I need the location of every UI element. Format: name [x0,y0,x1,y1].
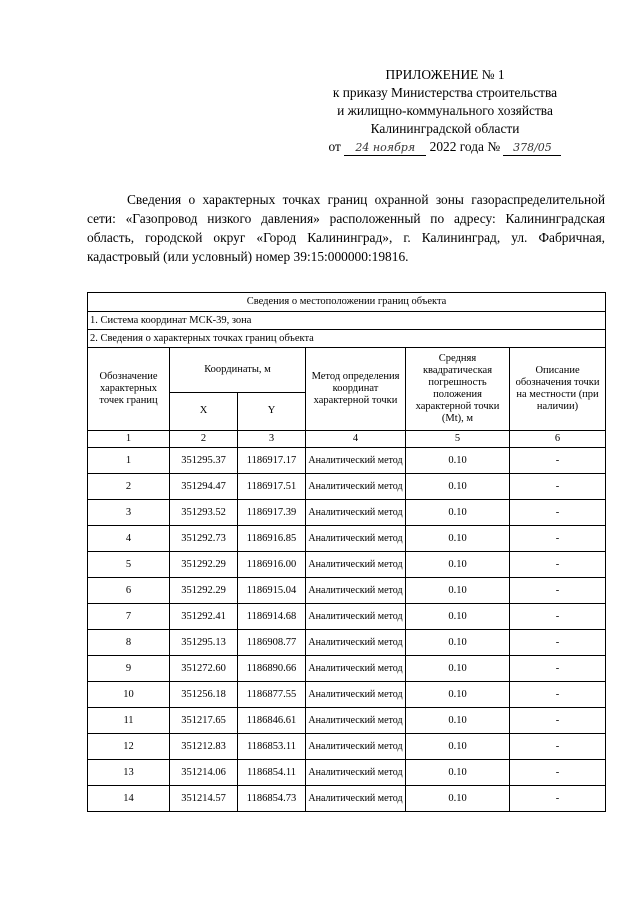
description-cell: - [510,526,606,552]
error-cell: 0.10 [406,552,510,578]
description-cell: - [510,578,606,604]
method-cell: Аналитический метод [306,500,406,526]
column-number: 2 [170,431,238,448]
table-row [88,708,606,734]
error-cell: 0.10 [406,448,510,474]
description-cell: - [510,500,606,526]
handwritten-date: 24 ноября [344,141,426,156]
method-cell: Аналитический метод [306,682,406,708]
col-header-designation: Обозначение характерных точек границ [88,348,170,431]
error-cell: 0.10 [406,578,510,604]
description-cell: - [510,682,606,708]
handwritten-order-number: 378/05 [503,141,561,156]
section-points-row: 2. Сведения о характерных точках границ объекта [88,330,606,348]
x-coordinate-cell: 351272.60 [170,656,238,682]
y-coordinate-cell: 1186908.77 [238,630,306,656]
column-number: 3 [238,431,306,448]
method-cell: Аналитический метод [306,526,406,552]
point-number-cell: 1 [88,448,170,474]
point-number-cell: 7 [88,604,170,630]
error-cell: 0.10 [406,734,510,760]
column-numbers-row [88,431,606,448]
y-coordinate-cell: 1186915.04 [238,578,306,604]
point-number-cell: 14 [88,786,170,812]
column-number: 1 [88,431,170,448]
method-cell: Аналитический метод [306,656,406,682]
y-coordinate-cell: 1186854.11 [238,760,306,786]
error-cell: 0.10 [406,760,510,786]
table-row [88,552,606,578]
table-row [88,760,606,786]
table-row [88,448,606,474]
error-cell: 0.10 [406,656,510,682]
point-number-cell: 2 [88,474,170,500]
description-cell: - [510,734,606,760]
error-cell: 0.10 [406,708,510,734]
method-cell: Аналитический метод [306,448,406,474]
point-number-cell: 8 [88,630,170,656]
x-coordinate-cell: 351212.83 [170,734,238,760]
order-reference-line: к приказу Министерства строительства [332,85,558,100]
table-title: Сведения о местоположении границ объекта [88,293,606,312]
x-coordinate-cell: 351214.57 [170,786,238,812]
description-cell: - [510,552,606,578]
boundary-points-table [87,292,606,812]
description-cell: - [510,786,606,812]
x-coordinate-cell: 351295.37 [170,448,238,474]
x-coordinate-cell: 351292.73 [170,526,238,552]
table-row [88,682,606,708]
y-coordinate-cell: 1186917.17 [238,448,306,474]
table-row [88,656,606,682]
region-line: Калининградской области [370,121,520,136]
x-coordinate-cell: 351217.65 [170,708,238,734]
point-number-cell: 6 [88,578,170,604]
point-number-cell: 9 [88,656,170,682]
table-row [88,630,606,656]
x-coordinate-cell: 351256.18 [170,682,238,708]
error-cell: 0.10 [406,682,510,708]
method-cell: Аналитический метод [306,474,406,500]
y-coordinate-cell: 1186854.73 [238,786,306,812]
method-cell: Аналитический метод [306,578,406,604]
error-cell: 0.10 [406,786,510,812]
y-coordinate-cell: 1186916.85 [238,526,306,552]
table-row [88,578,606,604]
table-row [88,526,606,552]
col-header-coordinates: Координаты, м [170,348,306,393]
coordinate-system-row: 1. Система координат МСК-39, зона [88,312,606,330]
point-number-cell: 11 [88,708,170,734]
x-coordinate-cell: 351293.52 [170,500,238,526]
col-header-description: Описание обозначения точки на местности (при наличии) [510,348,606,431]
x-coordinate-cell: 351295.13 [170,630,238,656]
error-cell: 0.10 [406,500,510,526]
table-row [88,604,606,630]
method-cell: Аналитический метод [306,734,406,760]
y-coordinate-cell: 1186917.39 [238,500,306,526]
point-number-cell: 13 [88,760,170,786]
intro-paragraph: Сведения о характерных точках границ охранной зоны газораспределительной сети: «Газопровод низкого давления» расположенный по адресу: Калининградская область, городской округ «Город Калининград», г. Калининград, ул. Фабричная, кадастровый (или условный) номер 39:15:000000:19816. [87,192,605,264]
y-coordinate-cell: 1186890.66 [238,656,306,682]
order-date-line [300,138,590,156]
method-cell: Аналитический метод [306,786,406,812]
description-cell: - [510,448,606,474]
x-coordinate-cell: 351292.29 [170,552,238,578]
method-cell: Аналитический метод [306,708,406,734]
method-cell: Аналитический метод [306,630,406,656]
y-coordinate-cell: 1186853.11 [238,734,306,760]
method-cell: Аналитический метод [306,552,406,578]
appendix-title: ПРИЛОЖЕНИЕ № 1 [385,67,505,82]
ministry-line: и жилищно-коммунального хозяйства [337,103,553,118]
table-row [88,734,606,760]
description-cell: - [510,656,606,682]
x-coordinate-cell: 351292.29 [170,578,238,604]
table-row [88,500,606,526]
error-cell: 0.10 [406,526,510,552]
error-cell: 0.10 [406,604,510,630]
column-number: 6 [510,431,606,448]
description-cell: - [510,708,606,734]
point-number-cell: 5 [88,552,170,578]
method-cell: Аналитический метод [306,604,406,630]
point-number-cell: 10 [88,682,170,708]
appendix-header [300,66,590,156]
column-number: 4 [306,431,406,448]
date-prefix: от [328,139,341,154]
table-row [88,786,606,812]
error-cell: 0.10 [406,630,510,656]
description-cell: - [510,474,606,500]
y-coordinate-cell: 1186917.51 [238,474,306,500]
error-cell: 0.10 [406,474,510,500]
description-cell: - [510,630,606,656]
description-cell: - [510,604,606,630]
col-header-method: Метод определения координат характерной точки [306,348,406,431]
table-row [88,474,606,500]
col-header-error: Средняя квадратическая погрешность положения характерной точки (Mt), м [406,348,510,431]
x-coordinate-cell: 351294.47 [170,474,238,500]
y-coordinate-cell: 1186877.55 [238,682,306,708]
col-header-x: X [170,392,238,430]
y-coordinate-cell: 1186914.68 [238,604,306,630]
col-header-y: Y [238,392,306,430]
description-cell: - [510,760,606,786]
x-coordinate-cell: 351292.41 [170,604,238,630]
column-number: 5 [406,431,510,448]
point-number-cell: 12 [88,734,170,760]
point-number-cell: 4 [88,526,170,552]
y-coordinate-cell: 1186846.61 [238,708,306,734]
x-coordinate-cell: 351214.06 [170,760,238,786]
point-number-cell: 3 [88,500,170,526]
year-text: 2022 года № [429,139,501,154]
method-cell: Аналитический метод [306,760,406,786]
y-coordinate-cell: 1186916.00 [238,552,306,578]
